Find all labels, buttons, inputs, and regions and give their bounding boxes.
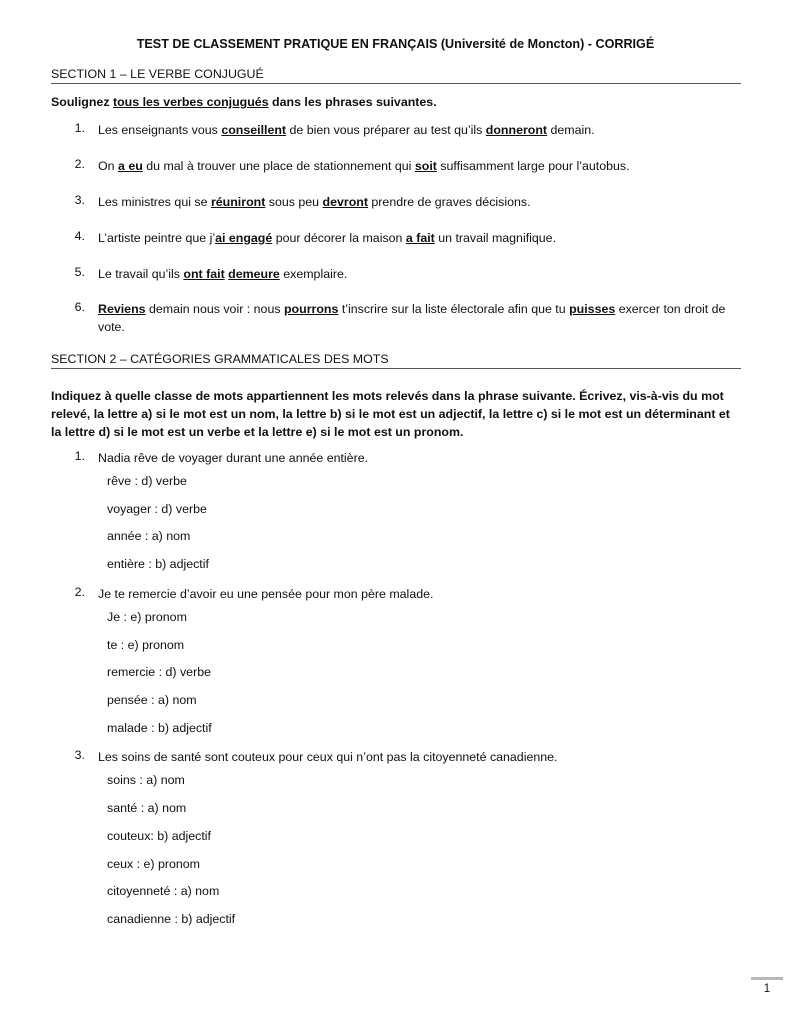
answer-line: canadienne : b) adjectif [107, 912, 236, 926]
conjugated-verb: réuniront [210, 195, 266, 209]
sentence-text: demain. [547, 123, 595, 137]
s1-item-number: 4. [74, 229, 85, 243]
conjugated-verb: ont fait [183, 267, 225, 281]
conjugated-verb: conseillent [221, 123, 287, 137]
sentence-text: un travail magnifique. [434, 231, 557, 245]
sentence-text: prendre de graves décisions. [367, 195, 531, 209]
sentence-text: t’inscrire sur la liste électorale afin que tu [338, 302, 570, 316]
answer-line: santé : a) nom [107, 801, 187, 815]
s2-sentence-3: Les soins de santé sont couteux pour ceux qui n’ont pas la citoyenneté canadienne. [98, 750, 558, 764]
sentence-text: suffisamment large pour l’autobus. [436, 159, 630, 173]
s1-sentence-6 [98, 300, 748, 336]
sentence-text: Les enseignants vous [98, 123, 222, 137]
section-2-heading: SECTION 2 – CATÉGORIES GRAMMATICALES DES MOTS [51, 352, 741, 369]
document-title: TEST DE CLASSEMENT PRATIQUE EN FRANÇAIS (Université de Moncton) - CORRIGÉ [136, 37, 655, 51]
s2-item-number: 2. [74, 585, 85, 599]
conjugated-verb: a eu [117, 159, 143, 173]
sentence-text: Les ministres qui se [98, 195, 211, 209]
answer-line: année : a) nom [107, 529, 191, 543]
s2-item-number: 3. [74, 748, 85, 762]
sentence-text: On [98, 159, 118, 173]
s1-sentence-1 [98, 121, 748, 139]
answer-line: voyager : d) verbe [107, 502, 207, 516]
s1-item-number: 5. [74, 265, 85, 279]
answer-line: entière : b) adjectif [107, 557, 209, 571]
answer-line: pensée : a) nom [107, 693, 197, 707]
sentence-text: L’artiste peintre que j’ [98, 231, 216, 245]
instruction-text-post: dans les phrases suivantes. [268, 95, 437, 109]
instruction-emphasis: tous les verbes conjugués [112, 95, 269, 109]
sentence-text: pour décorer la maison [272, 231, 406, 245]
s1-item-number: 2. [74, 157, 85, 171]
answer-line: Je : e) pronom [107, 610, 187, 624]
conjugated-verb: soit [414, 159, 437, 173]
s1-item-number: 6. [74, 300, 85, 314]
s2-sentence-2: Je te remercie d’avoir eu une pensée pour mon père malade. [98, 587, 434, 601]
sentence-text: demain nous voir : nous [145, 302, 284, 316]
sentence-text: Le travail qu’ils [98, 267, 184, 281]
answer-line: ceux : e) pronom [107, 857, 200, 871]
sentence-text: du mal à trouver une place de stationnement qui [142, 159, 415, 173]
answer-line: remercie : d) verbe [107, 665, 211, 679]
s2-item-number: 1. [74, 449, 85, 463]
conjugated-verb: ai engagé [215, 231, 273, 245]
conjugated-verb: Reviens [98, 302, 146, 316]
page-number: 1 [751, 977, 783, 995]
conjugated-verb: donneront [485, 123, 548, 137]
conjugated-verb: devront [322, 195, 368, 209]
section-1-instruction [51, 93, 741, 111]
answer-line: malade : b) adjectif [107, 721, 212, 735]
s1-item-number: 3. [74, 193, 85, 207]
conjugated-verb: puisses [569, 302, 616, 316]
sentence-text: exemplaire. [279, 267, 348, 281]
sentence-text: exercer ton droit de vote. [98, 302, 726, 334]
instruction-text-pre: Soulignez [51, 95, 113, 109]
answer-line: couteux: b) adjectif [107, 829, 212, 843]
s1-item-number: 1. [74, 121, 85, 135]
answer-line: soins : a) nom [107, 773, 185, 787]
s1-sentence-3 [98, 193, 748, 211]
sentence-text: sous peu [265, 195, 323, 209]
answer-line: te : e) pronom [107, 638, 185, 652]
section-1-heading: SECTION 1 – LE VERBE CONJUGUÉ [51, 67, 741, 84]
s1-sentence-4 [98, 229, 748, 247]
sentence-text: de bien vous préparer au test qu’ils [286, 123, 486, 137]
section-2-instruction: Indiquez à quelle classe de mots appartiennent les mots relevés dans la phrase suivante. Écrivez, vis-à-vis du mot relevé, la lettre a) si le mot est un nom, la lettre b) si le mot est un adjectif, la lettre c) si le mot est un déterminant et la lettre d) si le mot est un verbe et la lettre e) si le mot est un pronom. [51, 389, 730, 439]
answer-line: citoyenneté : a) nom [107, 884, 220, 898]
conjugated-verb: pourrons [283, 302, 339, 316]
answer-line: rêve : d) verbe [107, 474, 187, 488]
conjugated-verb: a fait [405, 231, 435, 245]
s1-sentence-2 [98, 157, 748, 175]
s1-sentence-5 [98, 265, 748, 283]
s2-sentence-1: Nadia rêve de voyager durant une année entière. [98, 451, 369, 465]
conjugated-verb: demeure [228, 267, 280, 281]
